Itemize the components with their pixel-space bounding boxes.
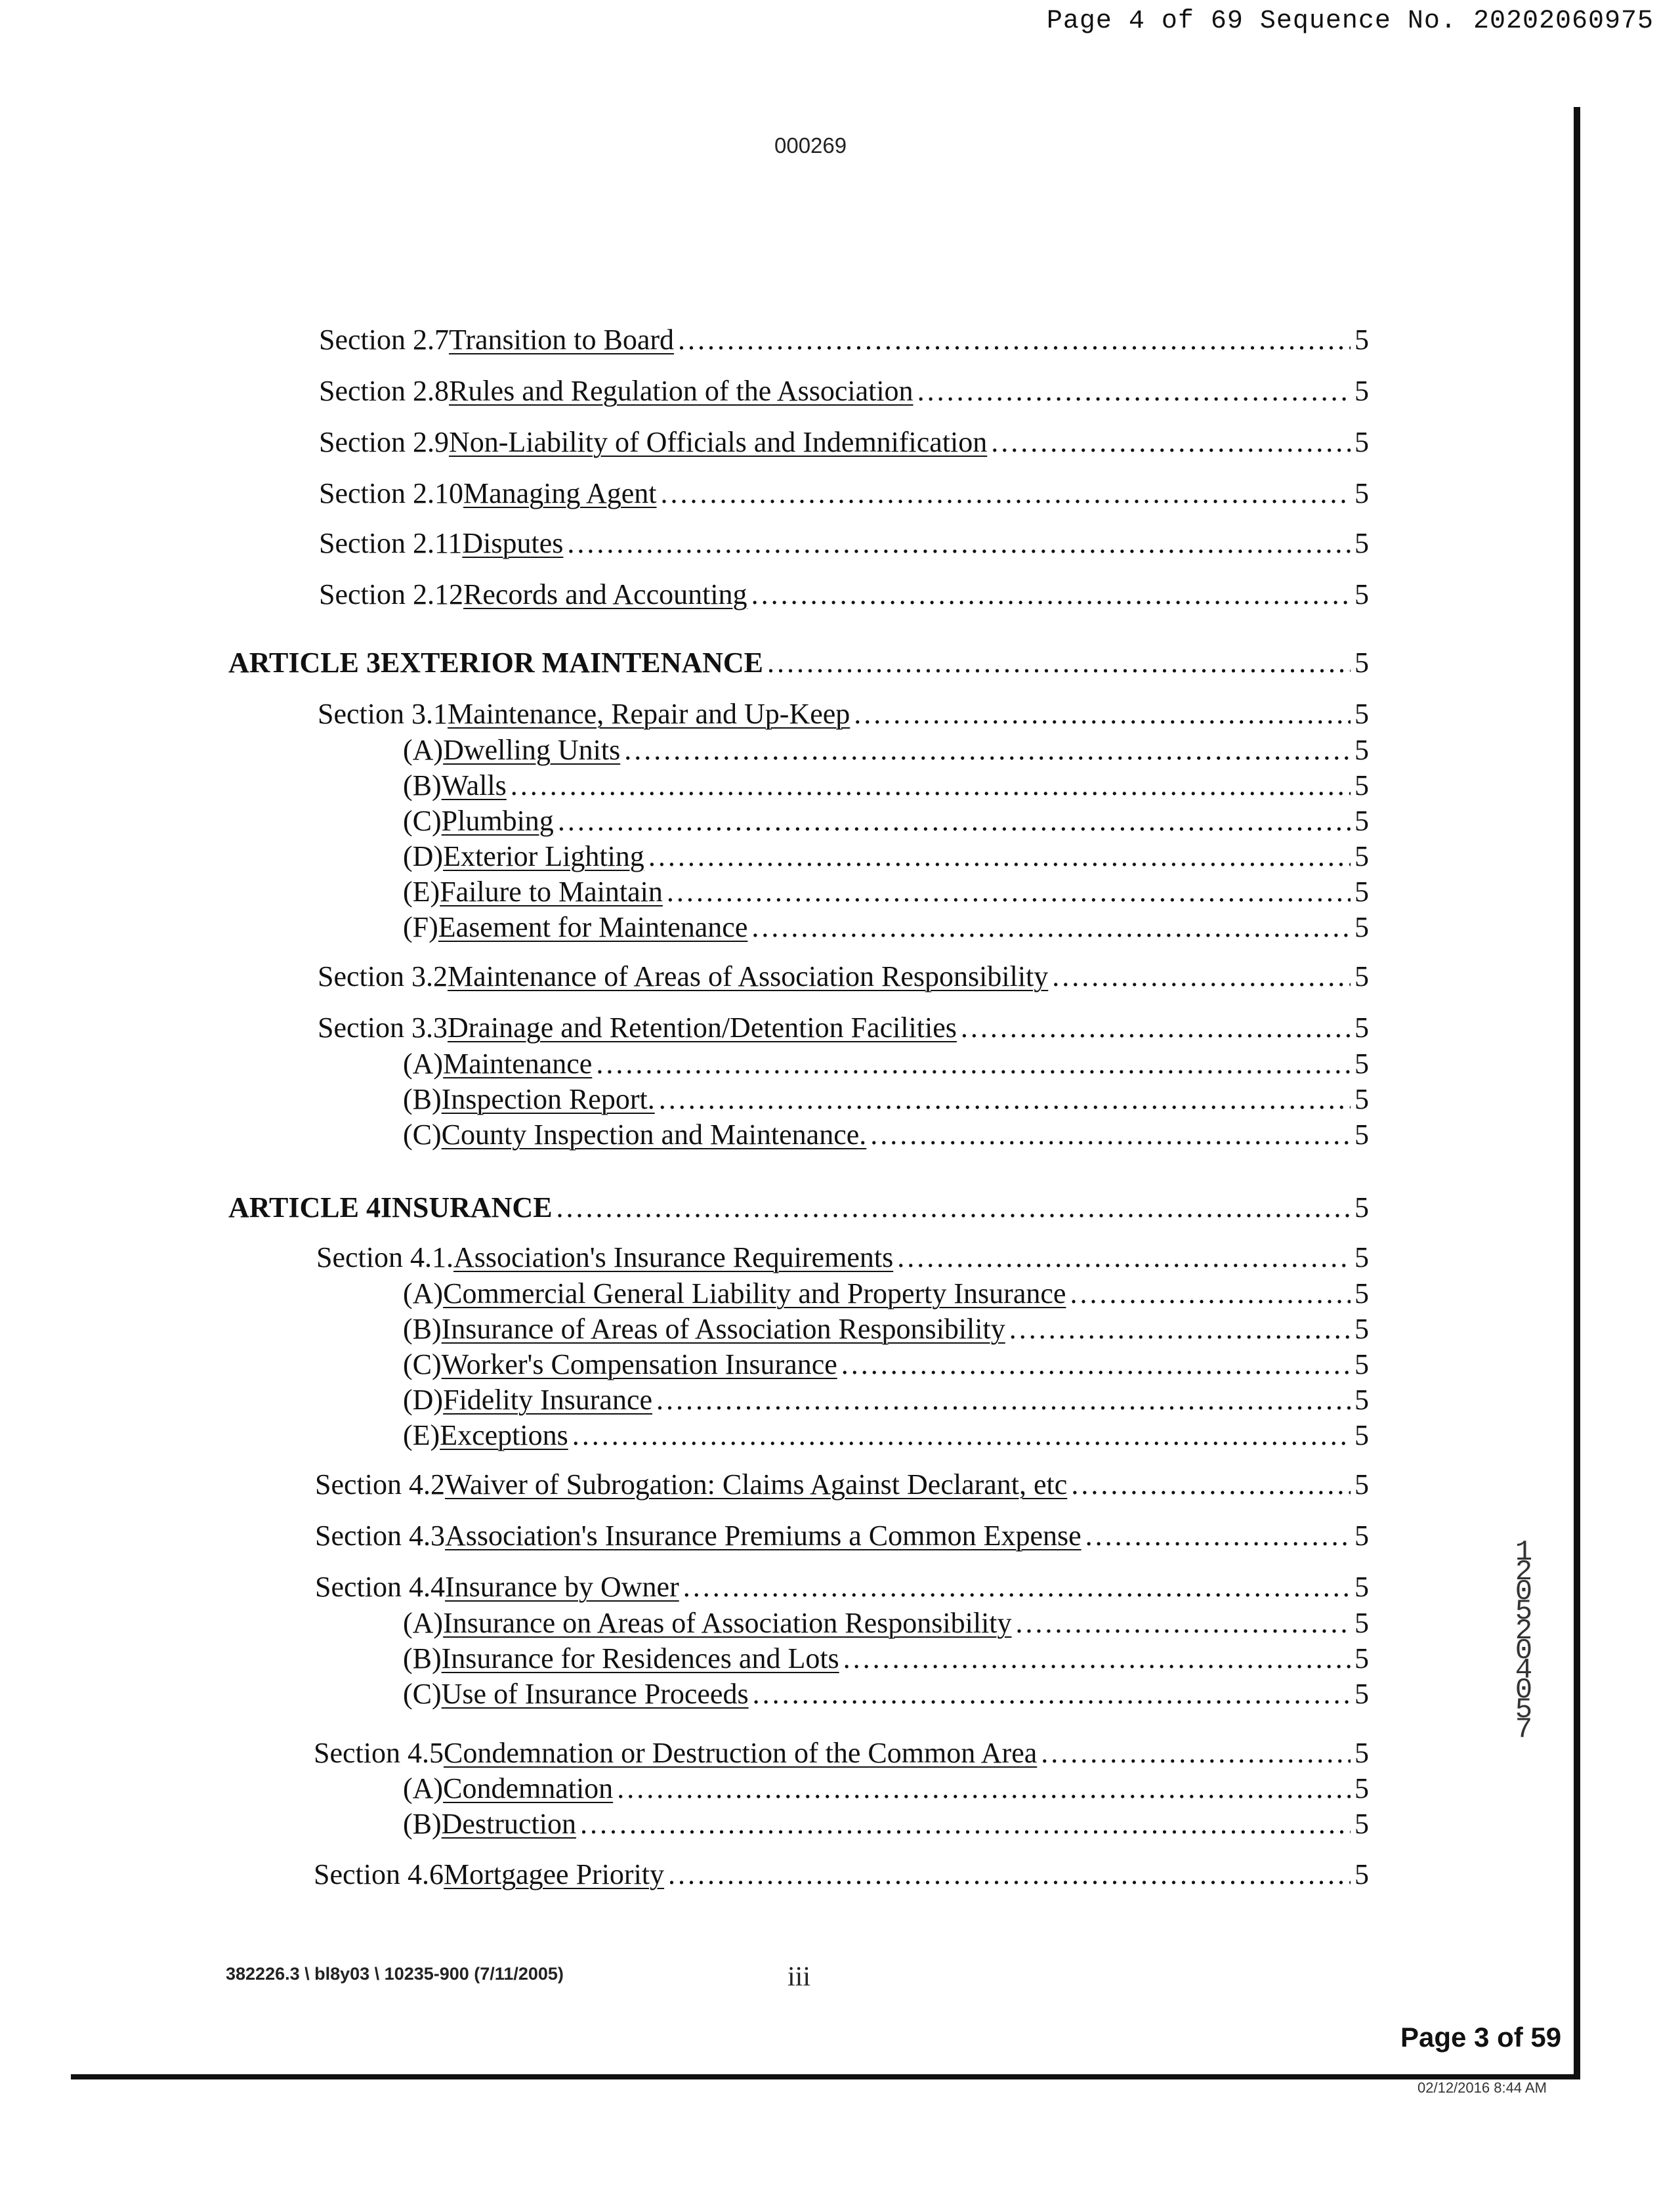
dot-leader [567, 525, 1351, 562]
toc-entry-number: Section 4.4 [315, 1571, 445, 1603]
toc-entry-title: Exterior Lighting [443, 840, 644, 872]
toc-entry-page: 5 [1354, 1468, 1369, 1501]
toc-entry[interactable] [315, 1569, 1369, 1606]
toc-entry[interactable] [314, 1735, 1369, 1772]
dot-leader [841, 1346, 1351, 1383]
dot-leader [667, 874, 1351, 910]
toc-entry-page: 5 [1354, 1384, 1369, 1416]
toc-entry-letter: (C) [403, 1119, 442, 1151]
toc-entry-page: 5 [1354, 911, 1369, 943]
toc-article-title: INSURANCE [380, 1191, 553, 1224]
toc-subentry[interactable] [403, 909, 1369, 946]
toc-entry-title: Plumbing [441, 805, 554, 837]
toc-subentry[interactable] [403, 1346, 1369, 1383]
dot-leader [656, 1382, 1351, 1418]
dot-leader [1009, 1311, 1351, 1348]
toc-entry-letter: (A) [403, 1772, 444, 1804]
toc-subentry[interactable] [403, 803, 1369, 840]
dot-leader [624, 732, 1351, 769]
toc-entry[interactable] [315, 1518, 1369, 1554]
page-sequence-stamp: Page 4 of 69 Sequence No. 20202060975 [1046, 7, 1654, 36]
dot-leader [961, 1010, 1351, 1046]
toc-entry[interactable] [318, 958, 1369, 995]
toc-entry-letter: (D) [403, 1384, 444, 1416]
page-count-label: Page 3 of 59 [1400, 2022, 1562, 2053]
dot-leader [668, 1856, 1351, 1893]
toc-entry-number: Section 4.6 [314, 1858, 444, 1890]
toc-entry-letter: (F) [403, 911, 438, 943]
toc-entry-page: 5 [1354, 698, 1369, 730]
toc-entry-page: 5 [1354, 1607, 1369, 1639]
toc-entry-page: 5 [1354, 1277, 1369, 1310]
toc-entry-number: Section 3.2 [318, 960, 448, 992]
toc-entry-title: Disputes [462, 527, 564, 559]
toc-entry[interactable] [314, 1856, 1369, 1893]
toc-article-number: ARTICLE 3 [228, 647, 381, 679]
toc-subentry[interactable] [403, 1046, 1369, 1082]
toc-entry-page: 5 [1354, 647, 1369, 679]
toc-entry-page: 5 [1354, 734, 1369, 766]
toc-entry[interactable] [316, 1239, 1369, 1276]
dot-leader [897, 1239, 1351, 1276]
toc-entry-letter: (B) [403, 1808, 442, 1840]
toc-entry-page: 5 [1354, 1858, 1369, 1890]
toc-entry-number: Section 2.11 [319, 527, 463, 559]
toc-subentry[interactable] [403, 1417, 1369, 1454]
dot-leader [1071, 1466, 1351, 1503]
toc-entry-page: 5 [1354, 1083, 1369, 1115]
dot-leader [917, 373, 1351, 410]
dot-leader [1085, 1518, 1351, 1554]
dot-leader [558, 803, 1351, 840]
toc-entry[interactable] [315, 1466, 1369, 1503]
toc-entry-page: 5 [1354, 1571, 1369, 1603]
toc-entry[interactable] [319, 576, 1369, 613]
toc-entry-page: 5 [1354, 477, 1369, 509]
toc-entry-title: Rules and Regulation of the Association [448, 375, 914, 407]
toc-entry-number: Section 2.8 [319, 375, 449, 407]
toc-entry-title: Insurance of Areas of Association Responsibility [441, 1313, 1005, 1345]
dot-leader [580, 1806, 1351, 1843]
toc-entry-title: Condemnation or Destruction of the Common Area [443, 1737, 1038, 1769]
toc-subentry[interactable] [403, 1117, 1369, 1153]
toc-entry-title: Association's Insurance Premiums a Common Expense [444, 1520, 1082, 1552]
toc-entry-number: Section 4.1. [316, 1241, 453, 1273]
toc-entry-number: Section 4.2 [315, 1468, 445, 1501]
dot-leader [678, 322, 1351, 358]
dot-leader [1041, 1735, 1351, 1772]
dot-leader [511, 767, 1351, 804]
toc-entry-title: Waiver of Subrogation: Claims Against Declarant, etc [444, 1468, 1068, 1501]
toc-entry-number: Section 2.10 [319, 477, 463, 509]
toc-entry-page: 5 [1354, 1313, 1369, 1345]
dot-leader [659, 1081, 1351, 1118]
toc-entry[interactable] [318, 1010, 1369, 1046]
toc-article-number: ARTICLE 4 [228, 1191, 381, 1224]
toc-entry-letter: (A) [403, 1277, 444, 1310]
toc-entry[interactable] [319, 475, 1369, 512]
toc-entry-page: 5 [1354, 769, 1369, 801]
toc-entry-title: Records and Accounting [463, 578, 747, 610]
toc-entry-page: 5 [1354, 960, 1369, 992]
toc-entry[interactable] [318, 696, 1369, 733]
toc-entry-number: Section 2.7 [319, 324, 449, 356]
toc-entry-letter: (B) [403, 1083, 442, 1115]
toc-entry-title: Worker's Compensation Insurance [441, 1348, 837, 1380]
toc-entry-number: Section 3.3 [318, 1012, 448, 1044]
dot-leader [661, 475, 1351, 512]
toc-entry-title: Maintenance of Areas of Association Responsibility [447, 960, 1049, 992]
toc-entry-title: Mortgagee Priority [443, 1858, 665, 1890]
toc-entry-page: 5 [1354, 324, 1369, 356]
toc-subentry[interactable] [403, 1081, 1369, 1118]
toc-subentry[interactable] [403, 1275, 1369, 1312]
toc-entry-letter: (A) [403, 734, 444, 766]
toc-entry[interactable] [319, 322, 1369, 358]
toc-entry-title: Insurance on Areas of Association Responsibility [443, 1607, 1012, 1639]
toc-entry-title: Failure to Maintain [440, 876, 663, 908]
toc-subentry[interactable] [403, 732, 1369, 769]
toc-entry-page: 5 [1354, 1241, 1369, 1273]
toc-entry-title: Inspection Report. [441, 1083, 655, 1115]
toc-entry-title: Exceptions [440, 1419, 568, 1451]
toc-entry-letter: (C) [403, 805, 442, 837]
dot-leader [843, 1640, 1351, 1677]
toc-entry-page: 5 [1354, 1772, 1369, 1804]
dot-leader [1016, 1605, 1351, 1642]
dot-leader [572, 1417, 1351, 1454]
dot-leader [751, 576, 1351, 613]
toc-entry-page: 5 [1354, 527, 1369, 559]
toc-entry-title: Maintenance [443, 1048, 593, 1080]
dot-leader [683, 1569, 1351, 1606]
toc-entry-letter: (B) [403, 1313, 442, 1345]
toc-entry[interactable] [319, 525, 1369, 562]
toc-article[interactable] [228, 645, 1369, 681]
toc-entry[interactable] [319, 373, 1369, 410]
toc-entry-title: Association's Insurance Requirements [453, 1241, 894, 1273]
dot-leader [870, 1117, 1351, 1153]
toc-entry-page: 5 [1354, 426, 1369, 458]
dot-leader [596, 1046, 1351, 1082]
toc-entry-letter: (B) [403, 1642, 442, 1674]
toc-entry-title: Transition to Board [448, 324, 675, 356]
toc-subentry[interactable] [403, 1311, 1369, 1348]
toc-entry-title: Use of Insurance Proceeds [441, 1678, 749, 1710]
toc-entry-letter: (D) [403, 840, 444, 872]
dot-leader [767, 645, 1351, 681]
toc-entry-title: Non-Liability of Officials and Indemnification [448, 426, 988, 458]
toc-subentry[interactable] [403, 1605, 1369, 1642]
toc-entry-title: Destruction [441, 1808, 576, 1840]
toc-entry-title: Insurance by Owner [444, 1571, 679, 1603]
toc-entry-title: Easement for Maintenance [438, 911, 748, 943]
toc-subentry[interactable] [403, 767, 1369, 804]
toc-entry-number: Section 3.1 [318, 698, 448, 730]
toc-entry-page: 5 [1354, 1520, 1369, 1552]
toc-entry-letter: (A) [403, 1048, 444, 1080]
toc-entry-title: Fidelity Insurance [443, 1384, 653, 1416]
toc-entry-title: Maintenance, Repair and Up-Keep [447, 698, 850, 730]
toc-entry-letter: (C) [403, 1678, 442, 1710]
toc-entry-page: 5 [1354, 1048, 1369, 1080]
toc-entry-page: 5 [1354, 1348, 1369, 1380]
toc-entry-page: 5 [1354, 375, 1369, 407]
dot-leader [617, 1770, 1351, 1807]
toc-entry-page: 5 [1354, 1737, 1369, 1769]
toc-entry-page: 5 [1354, 1808, 1369, 1840]
toc-entry-title: Managing Agent [463, 477, 657, 509]
toc-entry-page: 5 [1354, 1642, 1369, 1674]
toc-entry-number: Section 4.5 [314, 1737, 444, 1769]
dot-leader [991, 424, 1351, 461]
dot-leader [556, 1189, 1351, 1226]
toc-entry-page: 5 [1354, 805, 1369, 837]
date-stamp: 02/12/2016 8:44 AM [1418, 2079, 1547, 2096]
toc-entry-letter: (A) [403, 1607, 444, 1639]
toc-entry-page: 5 [1354, 1191, 1369, 1224]
toc-subentry[interactable] [403, 874, 1369, 910]
toc-entry-page: 5 [1354, 1012, 1369, 1044]
toc-entry-letter: (B) [403, 769, 442, 801]
toc-subentry[interactable] [403, 1640, 1369, 1677]
dot-leader [648, 838, 1351, 875]
toc-entry[interactable] [319, 424, 1369, 461]
document-number: 000269 [774, 133, 847, 158]
toc-entry-title: Drainage and Retention/Detention Facilities [447, 1012, 957, 1044]
toc-entry-title: Dwelling Units [443, 734, 621, 766]
dot-leader [751, 909, 1351, 946]
toc-article[interactable] [228, 1189, 1369, 1226]
toc-entry-page: 5 [1354, 578, 1369, 610]
toc-entry-page: 5 [1354, 840, 1369, 872]
toc-entry-number: Section 2.9 [319, 426, 449, 458]
toc-subentry[interactable] [403, 1382, 1369, 1418]
toc-entry-number: Section 2.12 [319, 578, 463, 610]
toc-entry-page: 5 [1354, 1419, 1369, 1451]
toc-article-title: EXTERIOR MAINTENANCE [380, 647, 764, 679]
dot-leader [1070, 1275, 1351, 1312]
dot-leader [1052, 958, 1351, 995]
toc-subentry[interactable] [403, 1676, 1369, 1713]
toc-subentry[interactable] [403, 1770, 1369, 1807]
toc-entry-page: 5 [1354, 1119, 1369, 1151]
toc-entry-title: Condemnation [443, 1772, 614, 1804]
toc-entry-letter: (E) [403, 1419, 440, 1451]
toc-entry-title: County Inspection and Maintenance. [441, 1119, 867, 1151]
toc-subentry[interactable] [403, 1806, 1369, 1843]
toc-entry-title: Walls [441, 769, 507, 801]
toc-entry-letter: (E) [403, 876, 440, 908]
vertical-record-stamp: 12052 0405 7 [1515, 1536, 1533, 1746]
toc-entry-page: 5 [1354, 876, 1369, 908]
document-reference-code: 382226.3 \ bl8y03 \ 10235-900 (7/11/2005) [226, 1964, 564, 1984]
page-roman-numeral: iii [788, 1962, 811, 1992]
toc-entry-title: Commercial General Liability and Property Insurance [443, 1277, 1066, 1310]
toc-entry-letter: (C) [403, 1348, 442, 1380]
toc-entry-number: Section 4.3 [315, 1520, 445, 1552]
dot-leader [753, 1676, 1351, 1713]
toc-entry-page: 5 [1354, 1678, 1369, 1710]
dot-leader [854, 696, 1351, 733]
toc-entry-title: Insurance for Residences and Lots [441, 1642, 839, 1674]
toc-subentry[interactable] [403, 838, 1369, 875]
